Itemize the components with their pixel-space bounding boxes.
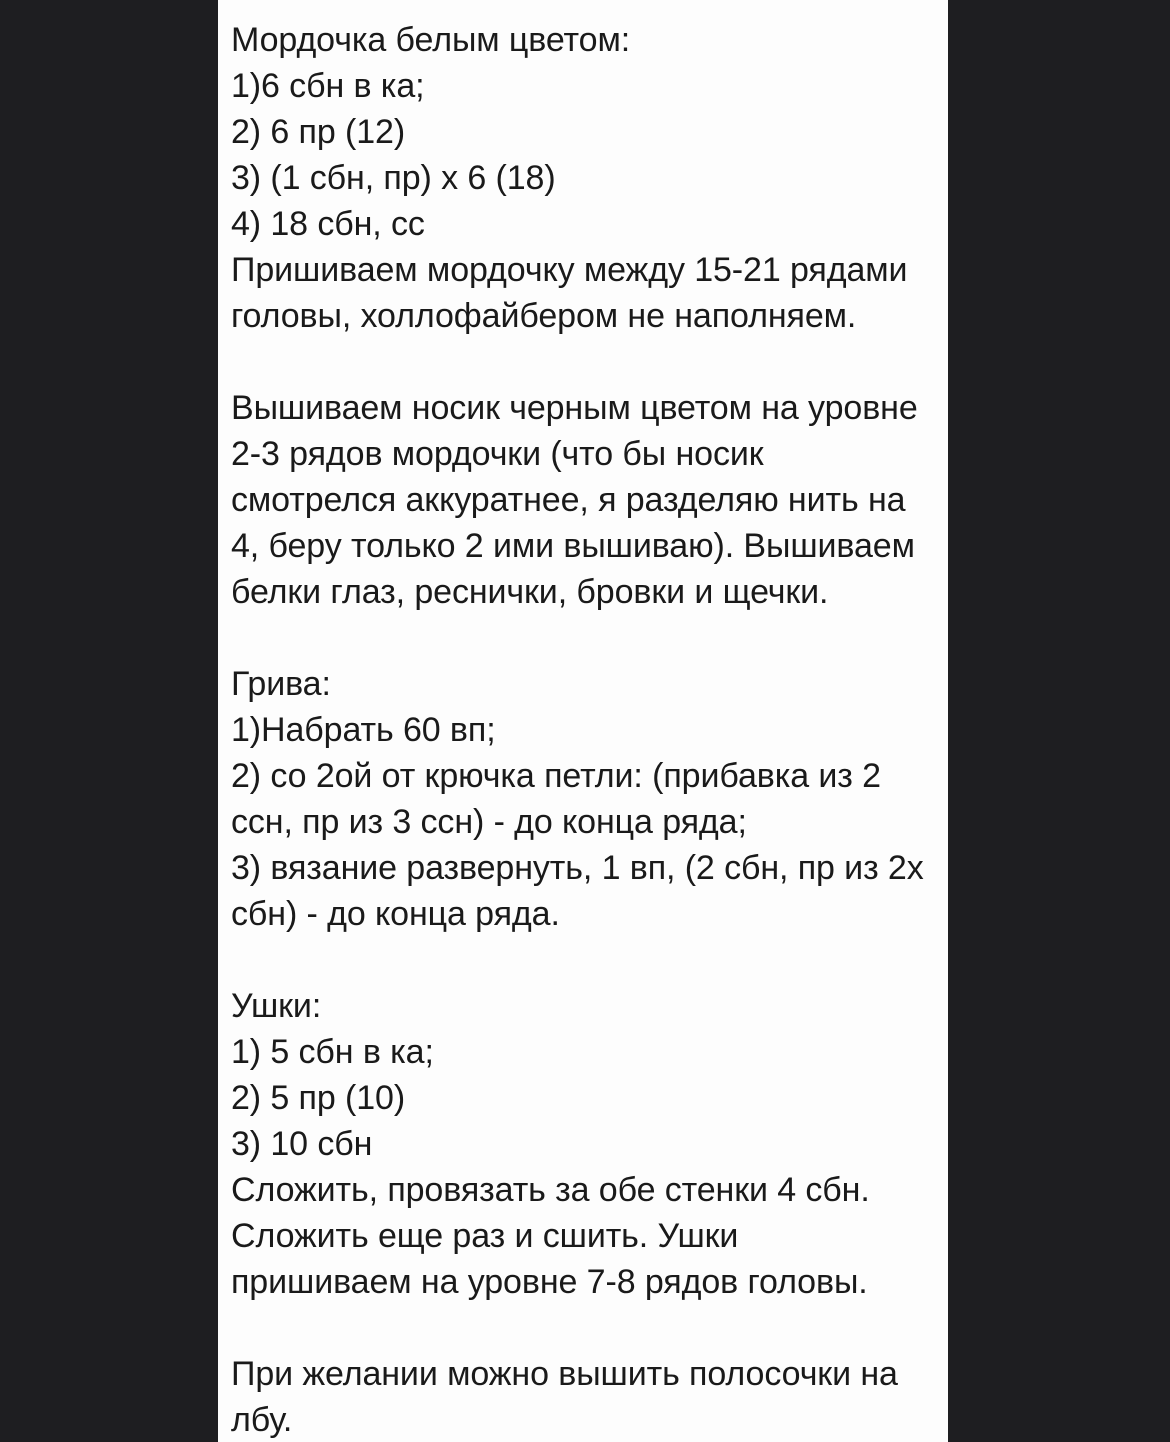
document-line: Сложить еще раз и сшить. Ушки (231, 1217, 739, 1255)
document-line: Мордочка белым цветом: (231, 21, 631, 59)
document-line: 4) 18 сбн, сс (231, 205, 425, 243)
document-line: При желании можно вышить полосочки на (231, 1355, 898, 1393)
document-line: лбу. (231, 1401, 293, 1439)
document-line: белки глаз, реснички, бровки и щечки. (231, 573, 829, 611)
document-line: Пришиваем мордочку между 15-21 рядами (231, 251, 908, 289)
paragraph-break (231, 1305, 948, 1351)
document-page[interactable] (218, 0, 948, 1442)
document-line: головы, холлофайбером не наполняем. (231, 297, 857, 335)
document-line: Сложить, провязать за обе стенки 4 сбн. (231, 1171, 870, 1209)
document-line: 3) 10 сбн (231, 1125, 373, 1163)
document-line: 2-3 рядов мордочки (что бы носик (231, 435, 764, 473)
document-line: 1) 5 сбн в ка; (231, 1033, 434, 1071)
document-line: пришиваем на уровне 7-8 рядов головы. (231, 1263, 868, 1301)
document-line: ссн, пр из 3 ссн) - до конца ряда; (231, 803, 747, 841)
letterbox-right (948, 0, 1170, 1442)
document-line: 3) (1 сбн, пр) x 6 (18) (231, 159, 556, 197)
letterbox-left (0, 0, 218, 1442)
paragraph-break (231, 339, 948, 385)
document-line: сбн) - до конца ряда. (231, 895, 560, 933)
document-line: 1)Набрать 60 вп; (231, 711, 496, 749)
document-line: 3) вязание развернуть, 1 вп, (2 сбн, пр из 2х (231, 849, 924, 887)
document-line: Вышиваем носик черным цветом на уровне (231, 389, 918, 427)
document-line: Грива: (231, 665, 331, 703)
document-text-body (231, 17, 948, 1442)
document-line: 2) 6 пр (12) (231, 113, 406, 151)
document-line: 2) 5 пр (10) (231, 1079, 406, 1117)
document-line: смотрелся аккуратнее, я разделяю нить на (231, 481, 906, 519)
paragraph-break (231, 937, 948, 983)
document-line: Ушки: (231, 987, 322, 1025)
document-line: 1)6 сбн в ка; (231, 67, 425, 105)
document-line: 4, беру только 2 ими вышиваю). Вышиваем (231, 527, 915, 565)
paragraph-break (231, 615, 948, 661)
document-line: 2) со 2ой от крючка петли: (прибавка из 2 (231, 757, 881, 795)
